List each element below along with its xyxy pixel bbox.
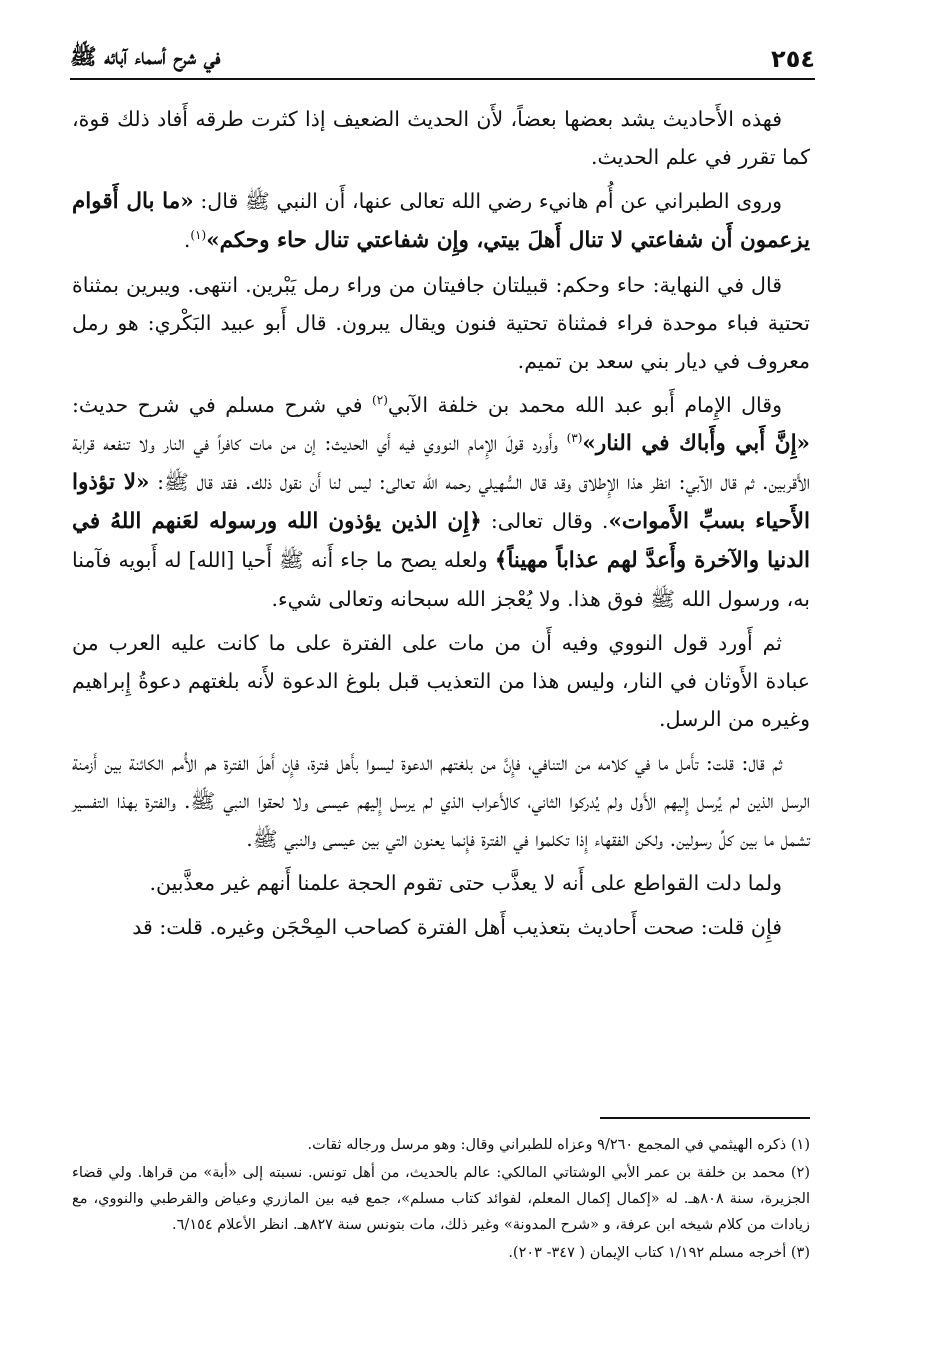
paragraph-4-text-d: . وقال تعالى: xyxy=(481,509,609,533)
page-header xyxy=(70,40,815,80)
footnote-ref-1[interactable]: (١) xyxy=(190,228,207,243)
quran-verse: ﴿إِن الذين يؤذون الله ورسوله لعَنهم اللهُ في الدنيا والآخرة وأَعدَّ لهم عذاباً مهيناً﴾ xyxy=(72,509,810,573)
paragraph-5: ثم أَورد قول النووي وفيه أَن من مات على الفترة على ما كانت عليه العرب من عبادة الأَوثان في النار، وليس هذا من التعذيب قبل بلوغ الدعوة لأَنه بلغتهم دعوةُ إِبراهيم وغيره من الرسل. xyxy=(72,631,810,731)
paragraph-3: قال في النهاية: حاء وحكم: قبيلتان جافيتان من وراء رمل يَبْرين. انتهى. ويبرين بمثناة تحتية فباء موحدة فراء فمثناة تحتية فنون ويقال يبرون. قال أَبو عبيد البَكْري: هو رمل معروف في ديار بني سعد بن تميم. xyxy=(72,273,810,373)
footnote-1: (١) ذكره الهيثمي في المجمع ٩/٢٦٠ وعزاه للطبراني وقال: وهو مرسل ورجاله ثقات. xyxy=(307,1137,810,1153)
footnotes xyxy=(72,1132,810,1268)
paragraph-2-end: . xyxy=(183,228,191,252)
paragraph-7: ولما دلت القواطع على أَنه لا يعذَّب حتى تقوم الحجة علمنا أَنهم غير معذَّبين. xyxy=(149,871,782,895)
main-text xyxy=(72,100,810,952)
paragraph-4-text-c: وأَورد قولَ الإِمام النووي فيه أَي الحديث: إن من مات كافراً في النار ولا تنفعه قرابة الأَقربين. ثم قال الآبي: انظر هذا الإِطلاق وقد قال السُّهيلي رحمه الله تعالى: ليس لنا أَن نقول ذلك. فقد قال ﷺ: xyxy=(72,431,810,494)
paragraph-4-text-b: في شرح مسلم في شرح حديث: xyxy=(72,393,373,417)
footnote-2: (٢) محمد بن خلفة بن عمر الأبي الوشتاتي المالكي: عالم بالحديث، من أهل تونس. نسبته إلى «أبة» من قراها. ولي قضاء الجزيرة، سنة ٨٠٨هـ. له «إكمال إكمال المعلم، لفوائد كتاب مسلم»، جمع فيه بين المازري وعياض والقرطبي والنووي، مع زيادات من كلام شيخه ابن عرفة، و «شرح المدونة» وغير ذلك، مات بتونس سنة ٨٢٧هـ. انظر الأعلام ٦/١٥٤. xyxy=(72,1165,811,1233)
hadith-quote-3: «لا تؤذوا الأَحياء بسبِّ الأَموات» xyxy=(72,470,810,534)
footnote-divider xyxy=(600,1117,810,1119)
paragraph-2-text: وروى الطبراني عن أُم هانيء رضي الله تعالى عنها، أَن النبي ﷺ قال: xyxy=(193,189,782,213)
paragraph-2 xyxy=(72,182,810,260)
footnote-3: (٣) أخرجه مسلم ١/١٩٢ كتاب الإيمان ( ٣٤٧- ٢٠٣). xyxy=(508,1245,810,1261)
paragraph-6: ثم قال: قلت: تأَمل ما في كلامه من التنافي، فإِنَّ من بلغتهم الدعوة ليسوا بأَهل فترة، فإِن أَهلَ الفترة هم الأُمم الكائنة بين أَزمنة الرسل الذين لم يُرسل إِليهم الأَول ولم يُدركوا الثاني، كالأَعراب الذي لم يرسل إِليهم عيسى ولا لحقوا النبي ﷺ. والفترة بهذا التفسير تشمل ما بين كلِّ رسولين. ولكن الفقهاء إِذا تكلموا في الفترة فإِنما يعنون التي بين عيسى والنبي ﷺ. xyxy=(72,751,810,851)
page-number: ٢٥٤ xyxy=(771,45,815,73)
paragraph-4-text-e: ولعله يصح ما جاء أَنه ﷺ أَحيا [الله] له أَبويه فآمنا به، ورسول الله ﷺ فوق هذا. ولا يُعْجز الله سبحانه وتعالى شيء. xyxy=(72,548,810,611)
paragraph-4-text-a: وقال الإِمام أَبو عبد الله محمد بن خلفة الآبي xyxy=(387,393,782,417)
footnote-ref-3[interactable]: (٣) xyxy=(566,431,583,446)
hadith-quote-2: «إِنَّ أَبي وأَباك في النار» xyxy=(582,431,810,456)
hadith-quote: «ما بال أَقوام يزعمون أَن شفاعتي لا تنال أَهلَ بيتي، وإِن شفاعتي تنال حاء وحكم» xyxy=(72,189,810,253)
paragraph-8: فإِن قلت: صحت أَحاديث بتعذيب أَهل الفترة كصاحب المِحْجَن وغيره. قلت: قد xyxy=(132,915,782,939)
footnote-ref-2[interactable]: (٢) xyxy=(372,393,388,408)
paragraph-1: فهذه الأَحاديث يشد بعضها بعضاً، لأَن الحديث الضعيف إذا كثرت طرقه أَفاد ذلك قوة، كما تقرر في علم الحديث. xyxy=(72,107,810,169)
running-title: في شرح أسماء آبائه ﷺ xyxy=(70,44,221,70)
paragraph-4 xyxy=(72,386,810,618)
